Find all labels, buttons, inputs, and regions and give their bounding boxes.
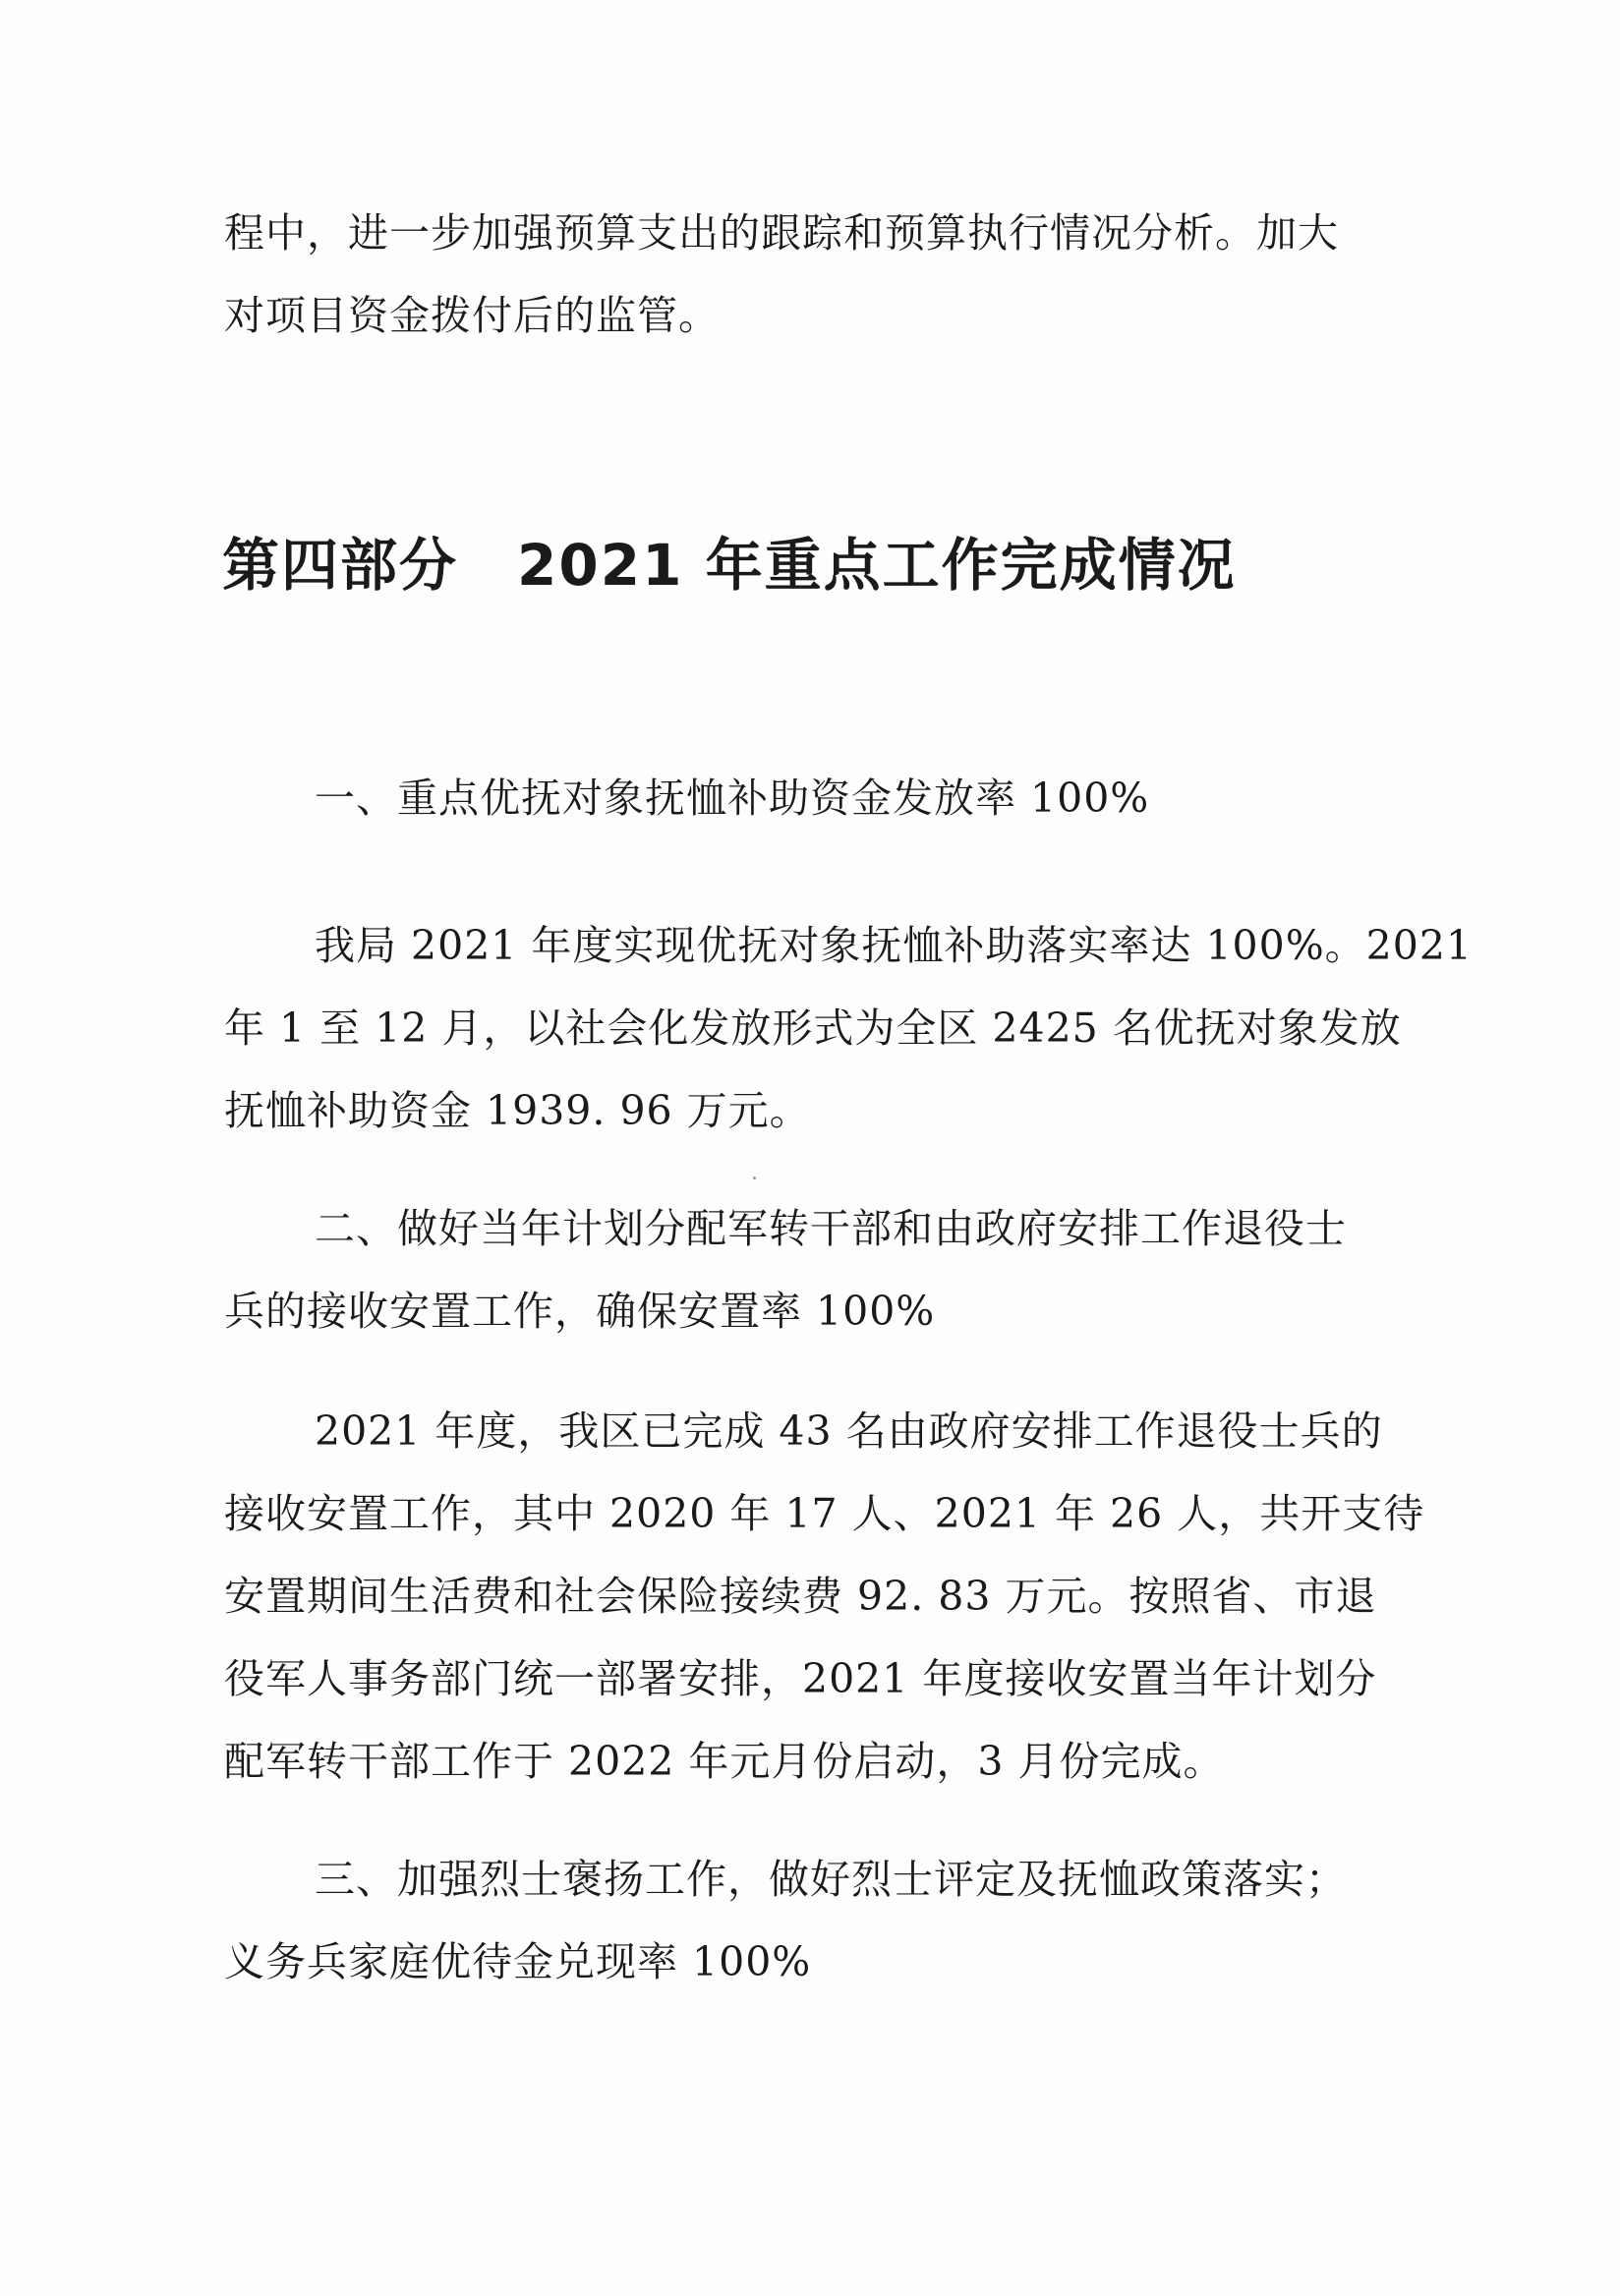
item-heading-line: 兵的接收安置工作，确保安置率 100%: [224, 1288, 936, 1335]
text-line: 役军人事务部门统一部署安排，2021 年度接收安置当年计划分: [224, 1655, 1377, 1702]
text-line: 我局 2021 年度实现优抚对象抚恤补助落实率达 100%。2021: [315, 922, 1473, 969]
item3-heading: [224, 1838, 1404, 2003]
item2-heading: [224, 1187, 1404, 1352]
item-heading-line: 三、加强烈士褒扬工作，做好烈士评定及抚恤政策落实；: [315, 1856, 1347, 1903]
item-heading-line: 二、做好当年计划分配军转干部和由政府安排工作退役士: [315, 1205, 1347, 1252]
text-line: 接收安置工作，其中 2020 年 17 人、2021 年 26 人，共开支待: [224, 1490, 1425, 1537]
item-heading-line: 一、重点优抚对象抚恤补助资金发放率 100%: [315, 775, 1150, 822]
text-line: 安置期间生活费和社会保险接续费 92. 83 万元。按照省、市退: [224, 1573, 1377, 1620]
text-line: 抚恤补助资金 1939. 96 万元。: [224, 1087, 811, 1134]
section-title: 2021 年重点工作完成情况: [517, 532, 1237, 599]
text-line: 程中，进一步加强预算支出的跟踪和预算执行情况分析。加大: [224, 209, 1339, 257]
item-heading-line: 义务兵家庭优待金兑现率 100%: [224, 1938, 812, 1985]
item1-heading: [224, 757, 1404, 839]
item1-body: [224, 904, 1473, 1152]
text-line: 对项目资金拨付后的监管。: [224, 292, 720, 339]
text-line: 2021 年度，我区已完成 43 名由政府安排工作退役士兵的: [315, 1407, 1383, 1455]
section-heading: [222, 526, 1237, 604]
intro-paragraph: [224, 192, 1404, 357]
scan-speck: [753, 1177, 756, 1179]
text-line: 年 1 至 12 月，以社会化发放形式为全区 2425 名优抚对象发放: [224, 1004, 1402, 1052]
section-part: 第四部分: [222, 532, 459, 599]
text-line: 配军转干部工作于 2022 年元月份启动，3 月份完成。: [224, 1738, 1225, 1785]
item2-body: [224, 1390, 1425, 1803]
